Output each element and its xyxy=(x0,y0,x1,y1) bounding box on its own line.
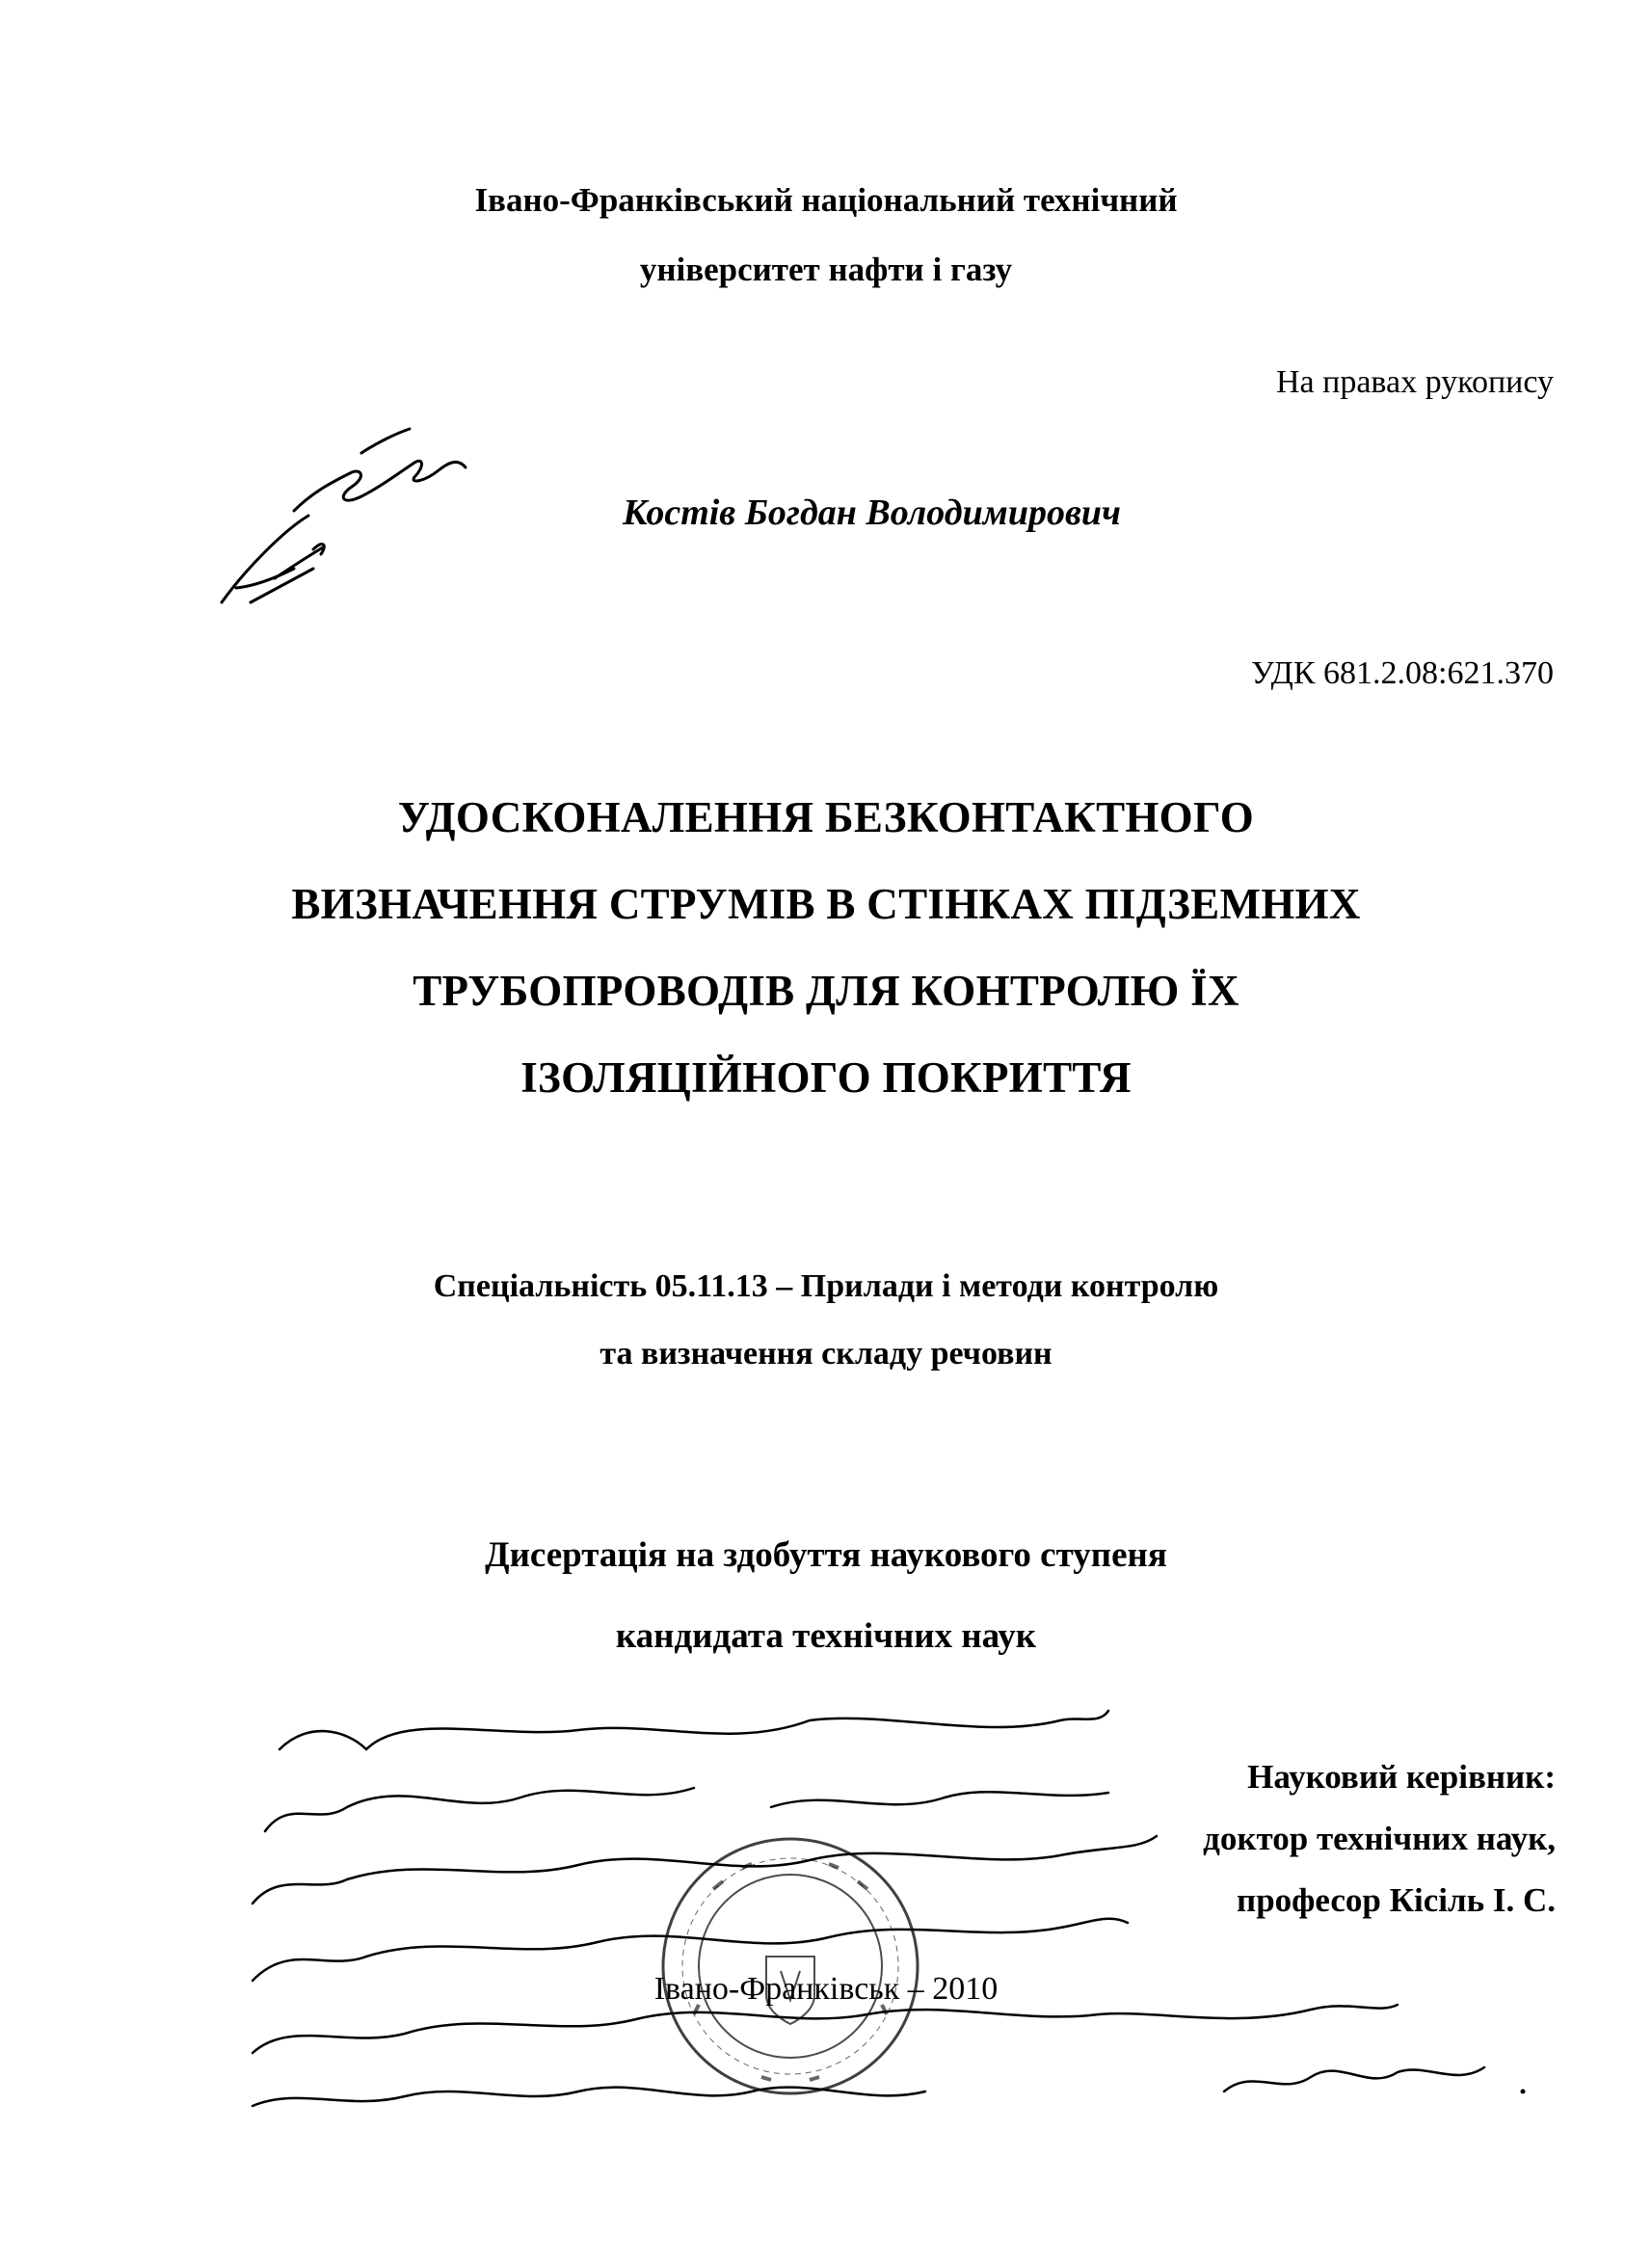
manuscript-note: На правах рукопису xyxy=(1275,364,1554,400)
title-line: ТРУБОПРОВОДІВ ДЛЯ КОНТРОЛЮ ЇХ xyxy=(413,967,1239,1015)
udk-code: УДК 681.2.08:621.370 xyxy=(1251,655,1554,691)
specialty-line-2: та визначення складу речовин xyxy=(600,1336,1052,1372)
author-signature xyxy=(217,424,467,617)
dissertation-title xyxy=(0,774,1652,1121)
degree xyxy=(0,1515,1652,1677)
author-name: Костів Богдан Володимирович xyxy=(623,493,1122,533)
title-line: УДОСКОНАЛЕННЯ БЕЗКОНТАКТНОГО xyxy=(397,793,1255,841)
degree-line-1: Дисертація на здобуття наукового ступеня xyxy=(485,1535,1167,1575)
city-year: Івано-Франківськ – 2010 xyxy=(653,1971,999,2007)
supervisor-degree: доктор технічних наук, xyxy=(1203,1820,1556,1857)
supervisor-label: Науковий керівник: xyxy=(1247,1758,1556,1796)
university-line-2: університет нафти і газу xyxy=(639,251,1013,288)
university-line-1: Івано-Франківський національний технічний xyxy=(474,181,1178,219)
degree-line-2: кандидата технічних наук xyxy=(615,1616,1037,1656)
handwritten-certification xyxy=(0,1682,1639,2164)
supervisor-name: професор Кісіль І. С. xyxy=(1237,1881,1556,1919)
specialty xyxy=(0,1253,1652,1388)
title-line: ВИЗНАЧЕННЯ СТРУМІВ В СТІНКАХ ПІДЗЕМНИХ xyxy=(291,880,1361,928)
university-name xyxy=(0,166,1652,305)
title-line: ІЗОЛЯЦІЙНОГО ПОКРИТТЯ xyxy=(520,1053,1132,1102)
specialty-line-1: Спеціальність 05.11.13 – Прилади і методи контролю xyxy=(433,1268,1219,1304)
